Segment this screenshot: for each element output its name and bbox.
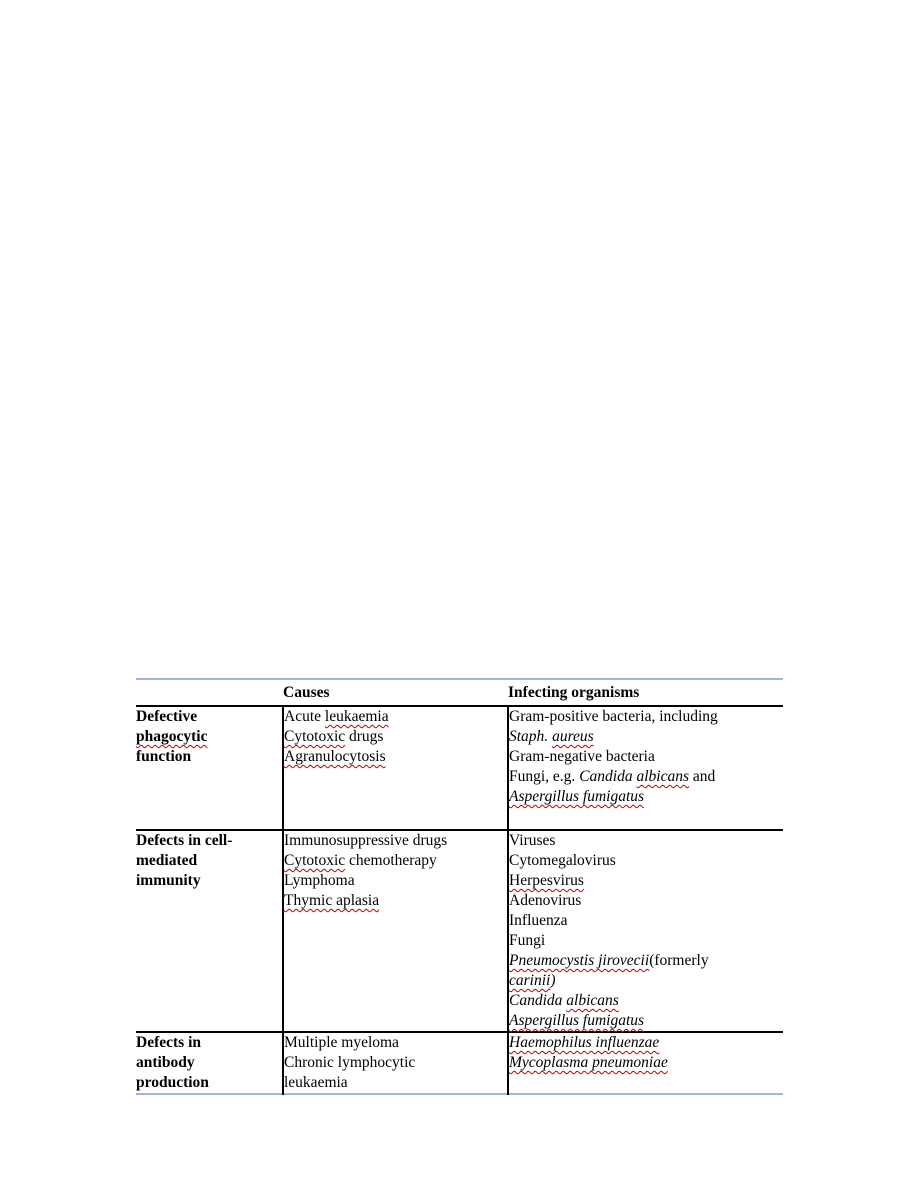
organism-item: Adenovirus — [509, 892, 582, 909]
cause-item: Thymic aplasia — [284, 892, 380, 909]
organism-item: Gram-negative bacteria — [509, 748, 655, 765]
table-header-row — [136, 679, 783, 706]
cause-item: Lymphoma — [284, 872, 355, 889]
row-label-line: Defective — [136, 708, 198, 725]
organism-item: Candida albicans — [509, 992, 619, 1009]
table-row-defective-phagocytic — [136, 706, 783, 830]
cause-item: Acute leukaemia — [284, 708, 389, 725]
organism-item: Viruses — [509, 832, 556, 849]
organism-item-suffix: (formerly — [649, 952, 709, 969]
organism-item: carinii) — [509, 972, 556, 989]
row-label-line: production — [136, 1074, 209, 1091]
organism-item: Mycoplasma pneumoniae — [509, 1054, 668, 1071]
cause-item: Immunosuppressive drugs — [284, 832, 448, 849]
organism-item: Staph. aureus — [509, 728, 594, 745]
row-label-line: antibody — [136, 1054, 195, 1071]
row-label-line: mediated — [136, 852, 198, 869]
row-label-line: Defects in — [136, 1034, 201, 1051]
organism-item: Cytomegalovirus — [509, 852, 616, 869]
causes-cell — [283, 1032, 508, 1094]
row-label-line: Defects in cell- — [136, 832, 233, 849]
causes-cell — [283, 830, 508, 1032]
organism-item-species: Pneumocystis jirovecii — [509, 952, 650, 969]
cause-item: Cytotoxic chemotherapy — [284, 852, 437, 869]
table-row-cell-mediated-immunity — [136, 830, 783, 1032]
organism-item: Aspergillus fumigatus — [509, 1012, 645, 1029]
organism-item-prefix: Fungi, e.g. — [509, 768, 576, 785]
row-label-line: phagocytic — [136, 728, 208, 745]
immunodeficiency-table — [136, 678, 783, 1095]
organisms-cell — [508, 706, 783, 830]
causes-cell — [283, 706, 508, 830]
organism-item: Gram-positive bacteria, including — [509, 708, 718, 725]
table-row-antibody-production — [136, 1032, 783, 1094]
header-causes: Causes — [283, 684, 330, 701]
cause-item: Chronic lymphocytic — [284, 1054, 416, 1071]
header-blank — [136, 679, 283, 706]
organisms-cell — [508, 1032, 783, 1094]
organisms-cell — [508, 830, 783, 1032]
row-label — [136, 830, 283, 1032]
organism-item: Influenza — [509, 912, 568, 929]
row-label-line: function — [136, 748, 192, 765]
organism-item-species: Candida albicans — [579, 768, 689, 785]
cause-item-word: leukaemia — [324, 708, 389, 725]
header-infecting-organisms: Infecting organisms — [508, 684, 640, 701]
row-label — [136, 706, 283, 830]
organism-item: Aspergillus fumigatus — [509, 788, 645, 805]
organism-item-suffix: and — [692, 768, 716, 785]
organism-item — [509, 767, 783, 787]
organism-item: Haemophilus influenzae — [509, 1034, 660, 1051]
organism-item: Herpesvirus — [509, 872, 584, 889]
organism-item: Fungi — [509, 932, 546, 949]
cause-item: leukaemia — [284, 1074, 348, 1091]
row-label-line: immunity — [136, 872, 201, 889]
immunodeficiency-table-container — [136, 678, 783, 1095]
cause-item: Agranulocytosis — [284, 748, 386, 765]
organism-item — [509, 951, 783, 971]
cause-item: Cytotoxic drugs — [284, 728, 384, 745]
cause-item: Multiple myeloma — [284, 1034, 399, 1051]
row-label — [136, 1032, 283, 1094]
